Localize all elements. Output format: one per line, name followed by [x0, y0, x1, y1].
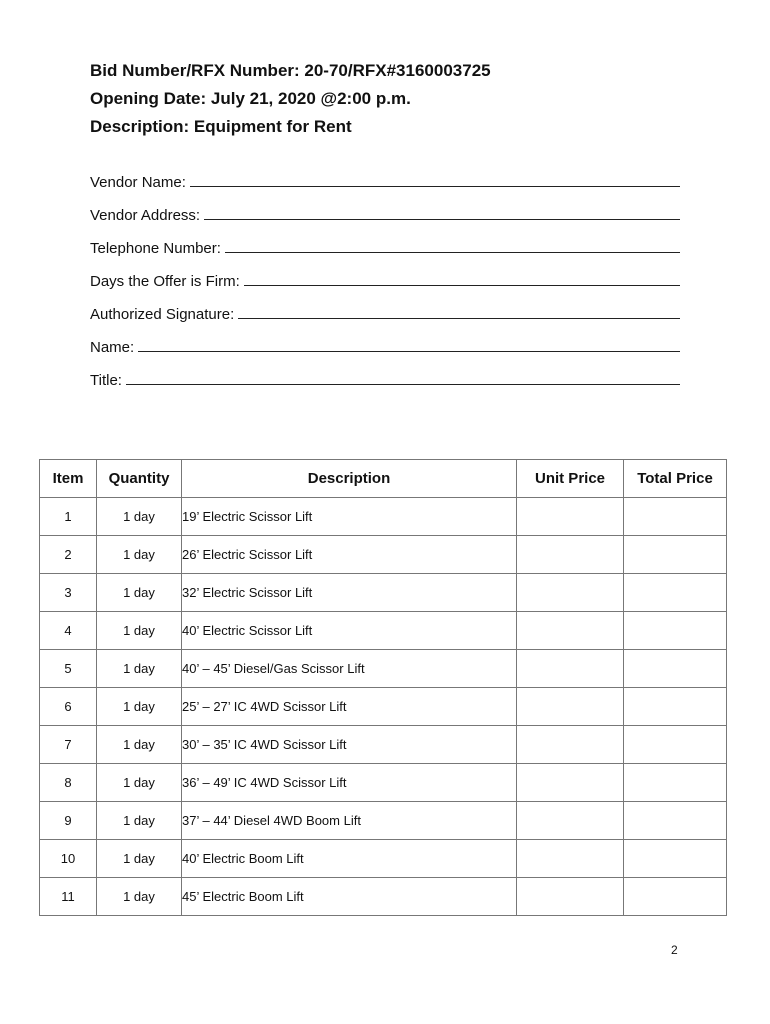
- description-cell: 40’ Electric Boom Lift: [182, 840, 517, 878]
- description-cell: 19’ Electric Scissor Lift: [182, 498, 517, 536]
- table-row: [40, 840, 727, 878]
- bid-number: Bid Number/RFX Number: 20-70/RFX#3160003725: [90, 61, 491, 80]
- unit-price-cell[interactable]: [517, 878, 624, 916]
- table-row: [40, 802, 727, 840]
- title-line[interactable]: [126, 384, 680, 385]
- table-row: [40, 498, 727, 536]
- quantity-cell: 1 day: [97, 764, 182, 802]
- table-header-row: [40, 460, 727, 498]
- unit-price-cell[interactable]: [517, 688, 624, 726]
- total-price-cell[interactable]: [624, 802, 727, 840]
- column-header-description: Description: [182, 460, 517, 498]
- description-cell: 40’ Electric Scissor Lift: [182, 612, 517, 650]
- authorized-signature-field[interactable]: [90, 290, 680, 323]
- item-cell: 10: [40, 840, 97, 878]
- bid-description: Description: Equipment for Rent: [90, 117, 352, 136]
- telephone-number-line[interactable]: [225, 252, 680, 253]
- days-offer-firm-line[interactable]: [244, 285, 680, 286]
- table-row: [40, 650, 727, 688]
- item-cell: 8: [40, 764, 97, 802]
- name-line[interactable]: [138, 351, 680, 352]
- total-price-cell[interactable]: [624, 878, 727, 916]
- quantity-cell: 1 day: [97, 878, 182, 916]
- unit-price-cell[interactable]: [517, 574, 624, 612]
- authorized-signature-line[interactable]: [238, 318, 680, 319]
- quantity-cell: 1 day: [97, 536, 182, 574]
- name-field[interactable]: [90, 323, 680, 356]
- quantity-cell: 1 day: [97, 574, 182, 612]
- quantity-cell: 1 day: [97, 802, 182, 840]
- item-cell: 4: [40, 612, 97, 650]
- days-offer-firm-label: Days the Offer is Firm:: [90, 273, 240, 290]
- quantity-cell: 1 day: [97, 840, 182, 878]
- total-price-cell[interactable]: [624, 498, 727, 536]
- vendor-name-line[interactable]: [190, 186, 680, 187]
- table-row: [40, 536, 727, 574]
- days-offer-firm-field[interactable]: [90, 257, 680, 290]
- item-cell: 1: [40, 498, 97, 536]
- vendor-name-field[interactable]: [90, 158, 680, 191]
- total-price-cell[interactable]: [624, 612, 727, 650]
- vendor-address-label: Vendor Address:: [90, 207, 201, 224]
- total-price-cell[interactable]: [624, 650, 727, 688]
- item-cell: 11: [40, 878, 97, 916]
- unit-price-cell[interactable]: [517, 650, 624, 688]
- bid-header: [90, 57, 491, 141]
- item-cell: 6: [40, 688, 97, 726]
- column-header-quantity: Quantity: [97, 460, 182, 498]
- quantity-cell: 1 day: [97, 498, 182, 536]
- item-cell: 9: [40, 802, 97, 840]
- table-row: [40, 726, 727, 764]
- quantity-cell: 1 day: [97, 650, 182, 688]
- unit-price-cell[interactable]: [517, 764, 624, 802]
- name-label: Name:: [90, 339, 135, 356]
- total-price-cell[interactable]: [624, 726, 727, 764]
- telephone-number-field[interactable]: [90, 224, 680, 257]
- quantity-cell: 1 day: [97, 726, 182, 764]
- quantity-cell: 1 day: [97, 612, 182, 650]
- table-row: [40, 764, 727, 802]
- column-header-unit-price: Unit Price: [517, 460, 624, 498]
- table-row: [40, 574, 727, 612]
- vendor-name-label: Vendor Name:: [90, 174, 186, 191]
- item-cell: 2: [40, 536, 97, 574]
- unit-price-cell[interactable]: [517, 726, 624, 764]
- description-cell: 30’ – 35’ IC 4WD Scissor Lift: [182, 726, 517, 764]
- description-cell: 45’ Electric Boom Lift: [182, 878, 517, 916]
- description-cell: 36’ – 49’ IC 4WD Scissor Lift: [182, 764, 517, 802]
- vendor-address-field[interactable]: [90, 191, 680, 224]
- authorized-signature-label: Authorized Signature:: [90, 306, 235, 323]
- table-row: [40, 688, 727, 726]
- unit-price-cell[interactable]: [517, 612, 624, 650]
- item-cell: 5: [40, 650, 97, 688]
- unit-price-cell[interactable]: [517, 536, 624, 574]
- page-number: 2: [671, 943, 678, 957]
- bid-pricing-table: [39, 459, 727, 916]
- description-cell: 26’ Electric Scissor Lift: [182, 536, 517, 574]
- unit-price-cell[interactable]: [517, 840, 624, 878]
- description-cell: 40’ – 45’ Diesel/Gas Scissor Lift: [182, 650, 517, 688]
- unit-price-cell[interactable]: [517, 802, 624, 840]
- opening-date: Opening Date: July 21, 2020 @2:00 p.m.: [90, 89, 411, 108]
- column-header-item: Item: [40, 460, 97, 498]
- table-row: [40, 878, 727, 916]
- vendor-fields: [90, 158, 680, 389]
- total-price-cell[interactable]: [624, 840, 727, 878]
- table-row: [40, 612, 727, 650]
- column-header-total-price: Total Price: [624, 460, 727, 498]
- description-cell: 37’ – 44’ Diesel 4WD Boom Lift: [182, 802, 517, 840]
- description-cell: 32’ Electric Scissor Lift: [182, 574, 517, 612]
- telephone-number-label: Telephone Number:: [90, 240, 221, 257]
- unit-price-cell[interactable]: [517, 498, 624, 536]
- total-price-cell[interactable]: [624, 536, 727, 574]
- title-field[interactable]: [90, 356, 680, 389]
- total-price-cell[interactable]: [624, 574, 727, 612]
- item-cell: 7: [40, 726, 97, 764]
- title-label: Title:: [90, 372, 122, 389]
- vendor-address-line[interactable]: [204, 219, 680, 220]
- item-cell: 3: [40, 574, 97, 612]
- quantity-cell: 1 day: [97, 688, 182, 726]
- total-price-cell[interactable]: [624, 764, 727, 802]
- total-price-cell[interactable]: [624, 688, 727, 726]
- description-cell: 25’ – 27’ IC 4WD Scissor Lift: [182, 688, 517, 726]
